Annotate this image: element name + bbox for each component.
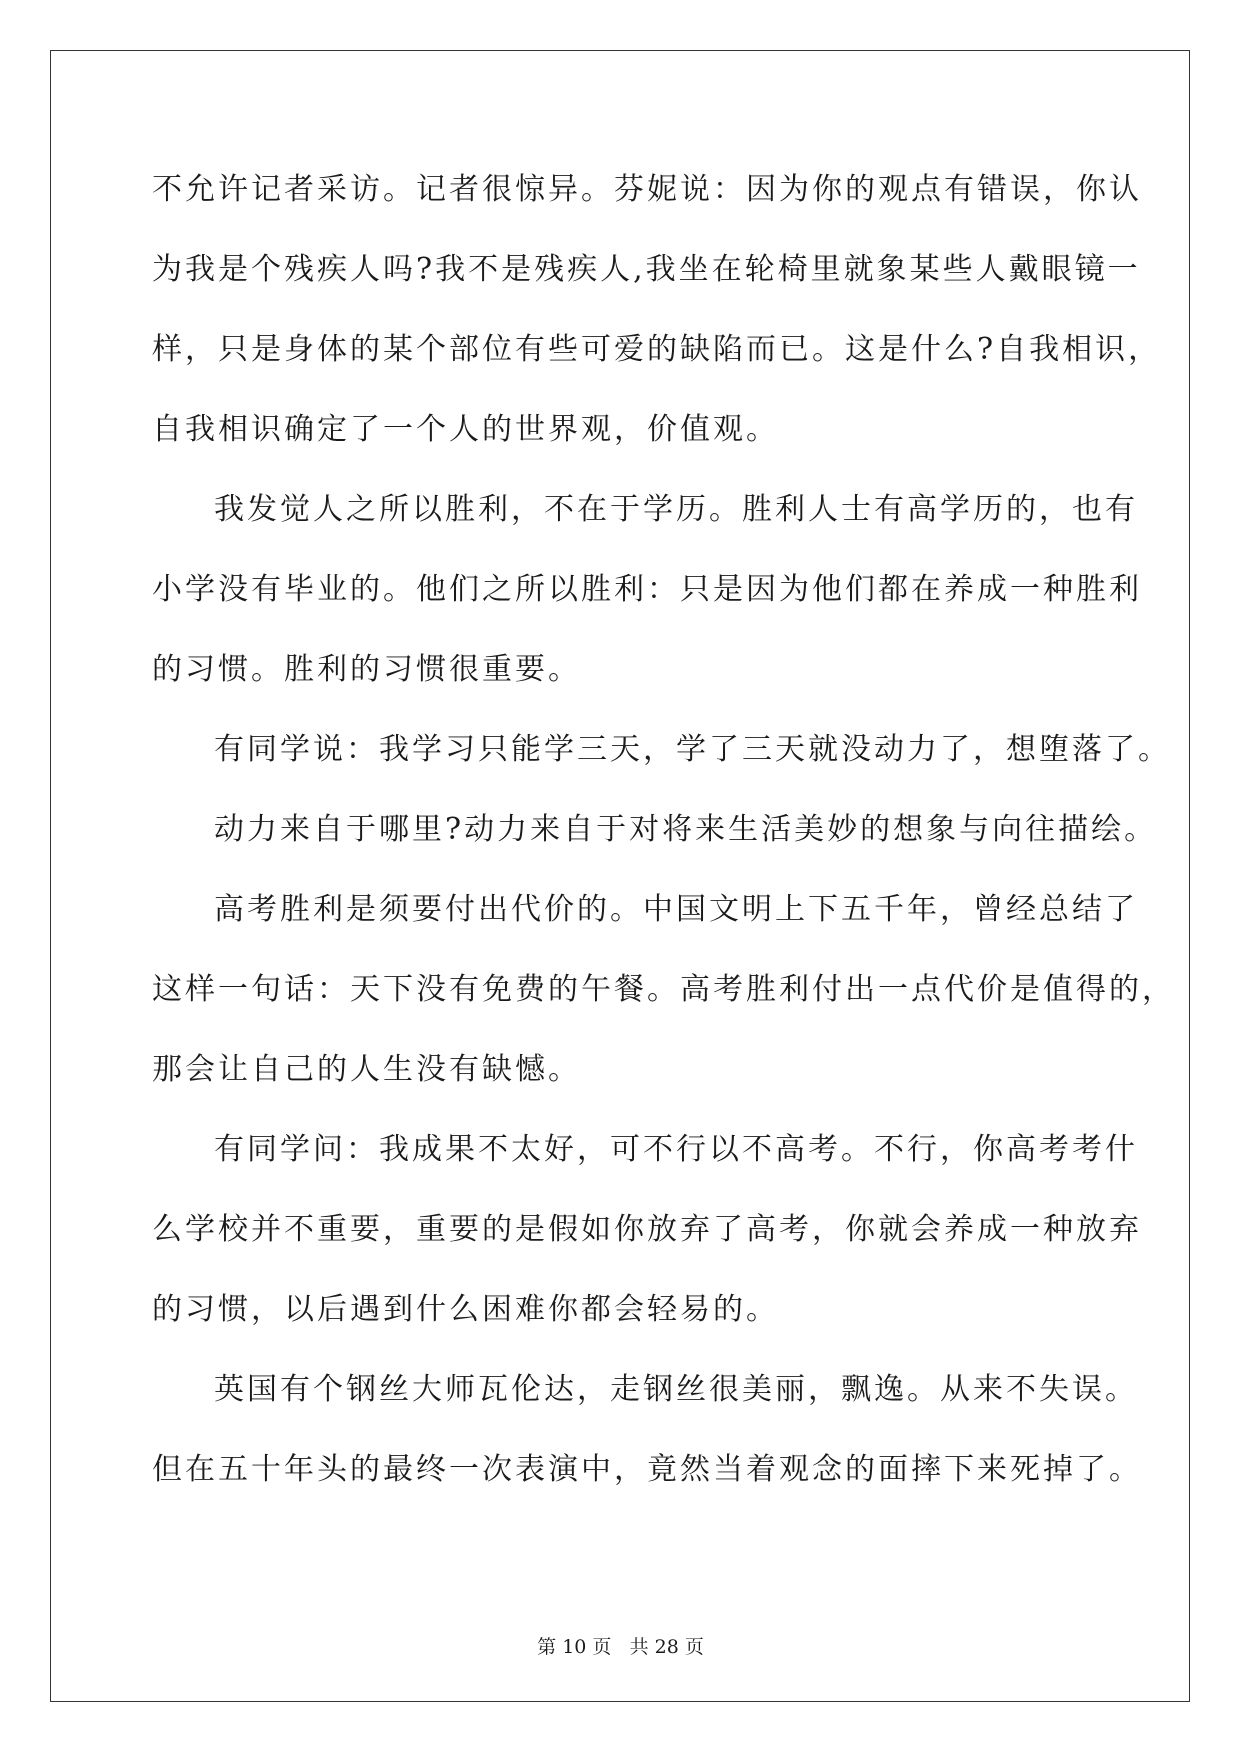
paragraph-start-line: 英国有个钢丝大师瓦伦达，走钢丝很美丽，飘逸。从来不失误。: [214, 1372, 1138, 1407]
text-line: 这样一句话：天下没有免费的午餐。高考胜利付出一点代价是值得的，: [152, 972, 1175, 1007]
page-footer: [0, 1632, 1241, 1659]
paragraph-start-line: 高考胜利是须要付出代价的。中国文明上下五千年，曾经总结了: [214, 892, 1138, 927]
text-line: 的习惯。胜利的习惯很重要。: [152, 652, 581, 687]
page-number: 第 10 页: [537, 1636, 612, 1658]
page-total: 共 28 页: [629, 1636, 704, 1658]
text-line: 那会让自己的人生没有缺憾。: [152, 1052, 581, 1087]
document-body: [152, 160, 1175, 1520]
paragraph-start-line: 有同学问：我成果不太好，可不行以不高考。不行，你高考考什: [214, 1132, 1138, 1167]
text-line: 样，只是身体的某个部位有些可爱的缺陷而已。这是什么?自我相识，: [152, 332, 1162, 367]
text-line: 自我相识确定了一个人的世界观，价值观。: [152, 412, 779, 447]
text-line: 但在五十年头的最终一次表演中，竟然当着观念的面摔下来死掉了。: [152, 1452, 1142, 1487]
text-line: 么学校并不重要，重要的是假如你放弃了高考，你就会养成一种放弃: [152, 1212, 1142, 1247]
paragraph-start-line: 我发觉人之所以胜利，不在于学历。胜利人士有高学历的，也有: [214, 492, 1138, 527]
text-line: 的习惯，以后遇到什么困难你都会轻易的。: [152, 1292, 779, 1327]
paragraph-start-line: 动力来自于哪里?动力来自于对将来生活美妙的想象与向往描绘。: [214, 812, 1158, 847]
text-line: 不允许记者采访。记者很惊异。芬妮说：因为你的观点有错误，你认: [152, 172, 1142, 207]
text-line: 为我是个残疾人吗?我不是残疾人,我坐在轮椅里就象某些人戴眼镜一: [152, 252, 1141, 287]
text-line: 小学没有毕业的。他们之所以胜利：只是因为他们都在养成一种胜利: [152, 572, 1142, 607]
paragraph-start-line: 有同学说：我学习只能学三天，学了三天就没动力了，想堕落了。: [214, 732, 1171, 767]
